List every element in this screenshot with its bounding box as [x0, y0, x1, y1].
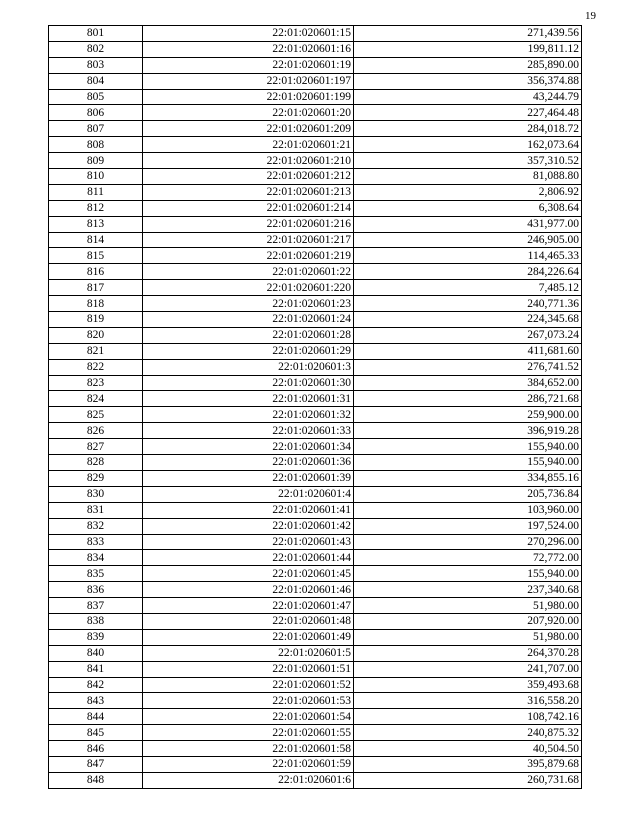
- value-cell: 205,736.84: [354, 486, 582, 502]
- cadastral-number-cell: 22:01:020601:28: [143, 327, 354, 343]
- table-row: [49, 89, 582, 105]
- cadastral-number-cell: 22:01:020601:55: [143, 725, 354, 741]
- cadastral-number-cell: 22:01:020601:44: [143, 550, 354, 566]
- table-row: [49, 756, 582, 772]
- value-cell: 51,980.00: [354, 598, 582, 614]
- value-cell: 162,073.64: [354, 137, 582, 153]
- table-row: [49, 327, 582, 343]
- table-row: [49, 264, 582, 280]
- cadastral-number-cell: 22:01:020601:220: [143, 280, 354, 296]
- row-number-cell: 841: [49, 661, 143, 677]
- table-row: [49, 486, 582, 502]
- cadastral-number-cell: 22:01:020601:53: [143, 693, 354, 709]
- value-cell: 241,707.00: [354, 661, 582, 677]
- value-cell: 395,879.68: [354, 756, 582, 772]
- value-cell: 72,772.00: [354, 550, 582, 566]
- row-number-cell: 847: [49, 756, 143, 772]
- value-cell: 246,905.00: [354, 232, 582, 248]
- cadastral-number-cell: 22:01:020601:45: [143, 566, 354, 582]
- cadastral-number-cell: 22:01:020601:4: [143, 486, 354, 502]
- cadastral-number-cell: 22:01:020601:214: [143, 200, 354, 216]
- table-row: [49, 105, 582, 121]
- row-number-cell: 822: [49, 359, 143, 375]
- table-row: [49, 741, 582, 757]
- table-row: [49, 200, 582, 216]
- row-number-cell: 827: [49, 439, 143, 455]
- parcel-table: [48, 25, 582, 789]
- table-row: [49, 232, 582, 248]
- row-number-cell: 803: [49, 57, 143, 73]
- row-number-cell: 840: [49, 645, 143, 661]
- value-cell: 6,308.64: [354, 200, 582, 216]
- cadastral-number-cell: 22:01:020601:34: [143, 439, 354, 455]
- value-cell: 43,244.79: [354, 89, 582, 105]
- value-cell: 276,741.52: [354, 359, 582, 375]
- cadastral-number-cell: 22:01:020601:49: [143, 629, 354, 645]
- table-row: [49, 216, 582, 232]
- value-cell: 155,940.00: [354, 566, 582, 582]
- table-row: [49, 312, 582, 328]
- value-cell: 197,524.00: [354, 518, 582, 534]
- cadastral-number-cell: 22:01:020601:29: [143, 343, 354, 359]
- cadastral-number-cell: 22:01:020601:15: [143, 26, 354, 42]
- cadastral-number-cell: 22:01:020601:5: [143, 645, 354, 661]
- row-number-cell: 833: [49, 534, 143, 550]
- table-row: [49, 359, 582, 375]
- table-row: [49, 693, 582, 709]
- table-row: [49, 550, 582, 566]
- row-number-cell: 812: [49, 200, 143, 216]
- table-row: [49, 470, 582, 486]
- row-number-cell: 825: [49, 407, 143, 423]
- table-row: [49, 391, 582, 407]
- row-number-cell: 838: [49, 613, 143, 629]
- table-row: [49, 153, 582, 169]
- table-row: [49, 137, 582, 153]
- value-cell: 285,890.00: [354, 57, 582, 73]
- cadastral-number-cell: 22:01:020601:46: [143, 582, 354, 598]
- table-row: [49, 121, 582, 137]
- value-cell: 284,018.72: [354, 121, 582, 137]
- parcel-table-body: [49, 26, 582, 789]
- value-cell: 81,088.80: [354, 169, 582, 185]
- row-number-cell: 806: [49, 105, 143, 121]
- value-cell: 411,681.60: [354, 343, 582, 359]
- cadastral-number-cell: 22:01:020601:39: [143, 470, 354, 486]
- table-row: [49, 582, 582, 598]
- value-cell: 7,485.12: [354, 280, 582, 296]
- value-cell: 316,558.20: [354, 693, 582, 709]
- table-row: [49, 407, 582, 423]
- table-row: [49, 613, 582, 629]
- cadastral-number-cell: 22:01:020601:31: [143, 391, 354, 407]
- cadastral-number-cell: 22:01:020601:210: [143, 153, 354, 169]
- table-row: [49, 709, 582, 725]
- table-row: [49, 248, 582, 264]
- cadastral-number-cell: 22:01:020601:41: [143, 502, 354, 518]
- row-number-cell: 813: [49, 216, 143, 232]
- row-number-cell: 842: [49, 677, 143, 693]
- row-number-cell: 808: [49, 137, 143, 153]
- row-number-cell: 817: [49, 280, 143, 296]
- cadastral-number-cell: 22:01:020601:219: [143, 248, 354, 264]
- row-number-cell: 819: [49, 312, 143, 328]
- table-row: [49, 296, 582, 312]
- row-number-cell: 836: [49, 582, 143, 598]
- value-cell: 286,721.68: [354, 391, 582, 407]
- cadastral-number-cell: 22:01:020601:36: [143, 455, 354, 471]
- row-number-cell: 848: [49, 772, 143, 788]
- value-cell: 270,296.00: [354, 534, 582, 550]
- page-number: 19: [585, 10, 596, 22]
- row-number-cell: 846: [49, 741, 143, 757]
- cadastral-number-cell: 22:01:020601:54: [143, 709, 354, 725]
- table-row: [49, 661, 582, 677]
- value-cell: 155,940.00: [354, 439, 582, 455]
- value-cell: 396,919.28: [354, 423, 582, 439]
- table-row: [49, 73, 582, 89]
- table-row: [49, 184, 582, 200]
- table-row: [49, 534, 582, 550]
- row-number-cell: 829: [49, 470, 143, 486]
- cadastral-number-cell: 22:01:020601:209: [143, 121, 354, 137]
- row-number-cell: 839: [49, 629, 143, 645]
- row-number-cell: 802: [49, 41, 143, 57]
- row-number-cell: 837: [49, 598, 143, 614]
- row-number-cell: 834: [49, 550, 143, 566]
- row-number-cell: 820: [49, 327, 143, 343]
- table-row: [49, 343, 582, 359]
- value-cell: 2,806.92: [354, 184, 582, 200]
- cadastral-number-cell: 22:01:020601:47: [143, 598, 354, 614]
- row-number-cell: 844: [49, 709, 143, 725]
- cadastral-number-cell: 22:01:020601:6: [143, 772, 354, 788]
- cadastral-number-cell: 22:01:020601:216: [143, 216, 354, 232]
- row-number-cell: 824: [49, 391, 143, 407]
- value-cell: 108,742.16: [354, 709, 582, 725]
- value-cell: 260,731.68: [354, 772, 582, 788]
- row-number-cell: 814: [49, 232, 143, 248]
- table-row: [49, 645, 582, 661]
- value-cell: 334,855.16: [354, 470, 582, 486]
- table-row: [49, 502, 582, 518]
- value-cell: 224,345.68: [354, 312, 582, 328]
- value-cell: 357,310.52: [354, 153, 582, 169]
- value-cell: 103,960.00: [354, 502, 582, 518]
- cadastral-number-cell: 22:01:020601:33: [143, 423, 354, 439]
- cadastral-number-cell: 22:01:020601:23: [143, 296, 354, 312]
- cadastral-number-cell: 22:01:020601:20: [143, 105, 354, 121]
- table-row: [49, 375, 582, 391]
- row-number-cell: 831: [49, 502, 143, 518]
- cadastral-number-cell: 22:01:020601:21: [143, 137, 354, 153]
- table-row: [49, 57, 582, 73]
- cadastral-number-cell: 22:01:020601:43: [143, 534, 354, 550]
- table-row: [49, 725, 582, 741]
- cadastral-number-cell: 22:01:020601:212: [143, 169, 354, 185]
- cadastral-number-cell: 22:01:020601:16: [143, 41, 354, 57]
- row-number-cell: 835: [49, 566, 143, 582]
- row-number-cell: 804: [49, 73, 143, 89]
- value-cell: 267,073.24: [354, 327, 582, 343]
- value-cell: 155,940.00: [354, 455, 582, 471]
- cadastral-number-cell: 22:01:020601:51: [143, 661, 354, 677]
- value-cell: 431,977.00: [354, 216, 582, 232]
- row-number-cell: 811: [49, 184, 143, 200]
- row-number-cell: 823: [49, 375, 143, 391]
- value-cell: 51,980.00: [354, 629, 582, 645]
- cadastral-number-cell: 22:01:020601:19: [143, 57, 354, 73]
- value-cell: 384,652.00: [354, 375, 582, 391]
- value-cell: 199,811.12: [354, 41, 582, 57]
- value-cell: 264,370.28: [354, 645, 582, 661]
- value-cell: 207,920.00: [354, 613, 582, 629]
- row-number-cell: 801: [49, 26, 143, 42]
- table-row: [49, 629, 582, 645]
- cadastral-number-cell: 22:01:020601:52: [143, 677, 354, 693]
- cadastral-number-cell: 22:01:020601:199: [143, 89, 354, 105]
- row-number-cell: 821: [49, 343, 143, 359]
- table-row: [49, 41, 582, 57]
- table-row: [49, 280, 582, 296]
- table-row: [49, 677, 582, 693]
- table-row: [49, 518, 582, 534]
- row-number-cell: 815: [49, 248, 143, 264]
- value-cell: 237,340.68: [354, 582, 582, 598]
- row-number-cell: 807: [49, 121, 143, 137]
- row-number-cell: 843: [49, 693, 143, 709]
- table-row: [49, 423, 582, 439]
- value-cell: 227,464.48: [354, 105, 582, 121]
- cadastral-number-cell: 22:01:020601:58: [143, 741, 354, 757]
- cadastral-number-cell: 22:01:020601:197: [143, 73, 354, 89]
- row-number-cell: 809: [49, 153, 143, 169]
- table-row: [49, 26, 582, 42]
- row-number-cell: 845: [49, 725, 143, 741]
- cadastral-number-cell: 22:01:020601:217: [143, 232, 354, 248]
- value-cell: 40,504.50: [354, 741, 582, 757]
- row-number-cell: 816: [49, 264, 143, 280]
- table-row: [49, 439, 582, 455]
- cadastral-number-cell: 22:01:020601:42: [143, 518, 354, 534]
- value-cell: 240,875.32: [354, 725, 582, 741]
- value-cell: 259,900.00: [354, 407, 582, 423]
- row-number-cell: 828: [49, 455, 143, 471]
- cadastral-number-cell: 22:01:020601:24: [143, 312, 354, 328]
- table-row: [49, 598, 582, 614]
- value-cell: 240,771.36: [354, 296, 582, 312]
- cadastral-number-cell: 22:01:020601:213: [143, 184, 354, 200]
- row-number-cell: 832: [49, 518, 143, 534]
- cadastral-number-cell: 22:01:020601:3: [143, 359, 354, 375]
- row-number-cell: 826: [49, 423, 143, 439]
- value-cell: 356,374.88: [354, 73, 582, 89]
- cadastral-number-cell: 22:01:020601:32: [143, 407, 354, 423]
- row-number-cell: 810: [49, 169, 143, 185]
- cadastral-number-cell: 22:01:020601:22: [143, 264, 354, 280]
- value-cell: 284,226.64: [354, 264, 582, 280]
- cadastral-number-cell: 22:01:020601:48: [143, 613, 354, 629]
- value-cell: 359,493.68: [354, 677, 582, 693]
- cadastral-number-cell: 22:01:020601:59: [143, 756, 354, 772]
- row-number-cell: 818: [49, 296, 143, 312]
- row-number-cell: 805: [49, 89, 143, 105]
- value-cell: 271,439.56: [354, 26, 582, 42]
- cadastral-number-cell: 22:01:020601:30: [143, 375, 354, 391]
- table-row: [49, 169, 582, 185]
- row-number-cell: 830: [49, 486, 143, 502]
- value-cell: 114,465.33: [354, 248, 582, 264]
- table-row: [49, 455, 582, 471]
- table-row: [49, 772, 582, 788]
- table-row: [49, 566, 582, 582]
